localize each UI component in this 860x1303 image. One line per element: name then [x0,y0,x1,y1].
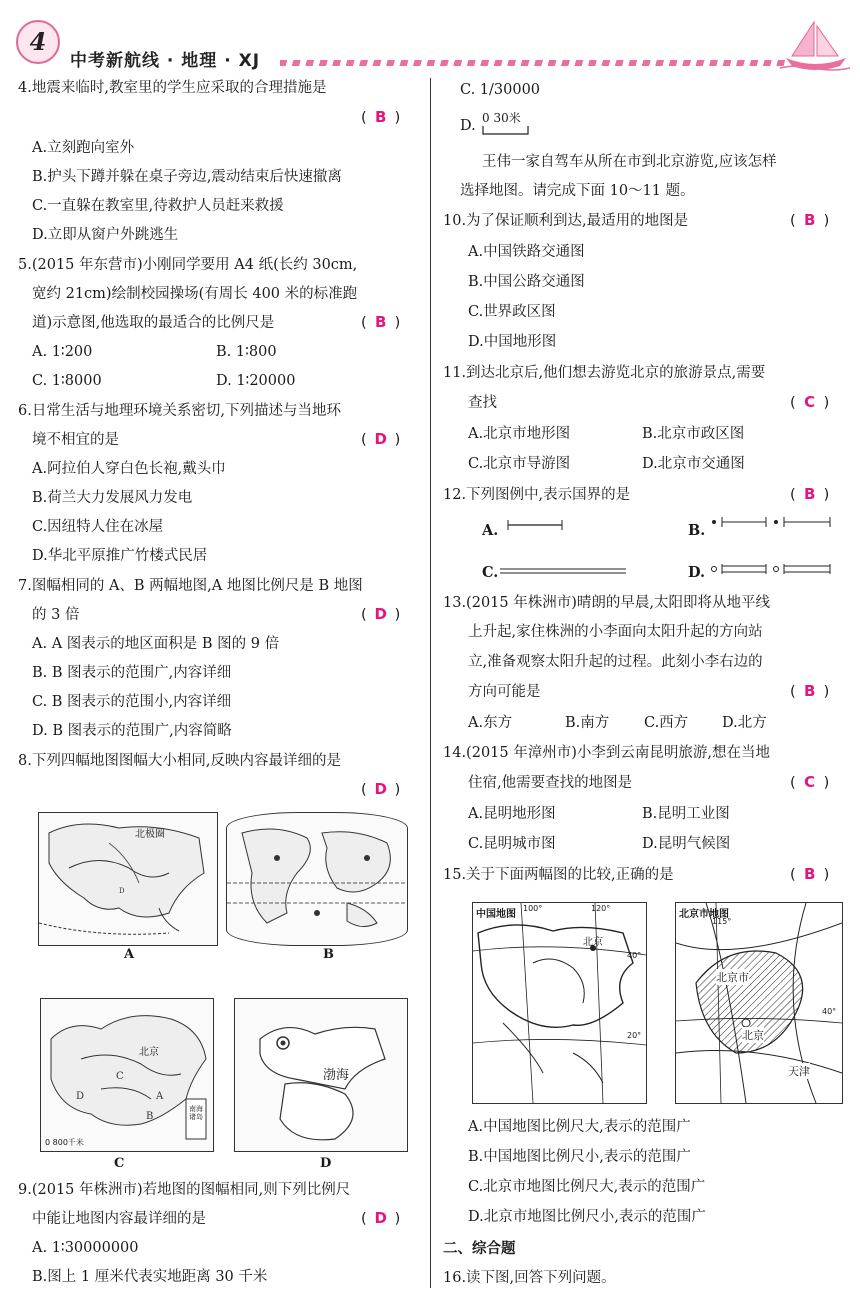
q14-line1: 14.(2015 年漳州市)小李到云南昆明旅游,想在当地 [443,745,770,761]
q13-answer: ( B ) [790,682,830,700]
q9-option-a: A. 1∶30000000 [32,1240,139,1256]
beijing-map-tianjin: 天津 [788,1065,810,1078]
q7-line1: 7.图幅相同的 A、B 两幅地图,A 地图比例尺是 B 地图 [18,578,363,594]
china-map-title: 中国地图 [476,909,516,920]
china-map-lon2: 120° [591,904,611,913]
svg-text:D: D [119,887,125,895]
q13-line4: 方向可能是 [468,684,541,700]
svg-text:B: B [146,1111,154,1122]
map-a [38,812,218,946]
china-map-beijing: 北京 [583,937,603,948]
beijing-map-title: 北京市地图 [679,909,729,920]
q10-option-b: B.中国公路交通图 [468,274,585,290]
q7-option-d: D. B 图表示的范围广,内容简略 [32,723,232,739]
q12-answer: ( B ) [790,485,830,503]
map-c [40,998,214,1152]
q15-stem: 15.关于下面两幅图的比较,正确的是 [443,867,674,883]
q5-line2: 宽约 21cm)绘制校园操场(有周长 400 米的标准跑 [32,286,358,302]
q6-answer: ( D ) [361,430,401,448]
beijing-map-city: 北京市 [716,971,749,984]
q11-option-b: B.北京市政区图 [642,426,745,442]
svg-text:C: C [116,1071,124,1082]
q4-option-d: D.立即从窗户外跳逃生 [32,227,179,243]
q4-option-a: A.立刻跑向室外 [32,140,135,156]
q4-option-b: B.护头下蹲并躲在桌子旁边,震动结束后快速撤离 [32,169,342,185]
q9-option-d-scale: 0 30米 [482,111,521,125]
q6-option-a: A.阿拉伯人穿白色长袍,戴头巾 [32,461,226,477]
q5-option-b: B. 1∶800 [216,344,277,360]
map-d-bohai: 渤海 [323,1068,350,1083]
q9-option-b: B.图上 1 厘米代表实地距离 30 千米 [32,1269,268,1285]
q11-option-d: D.北京市交通图 [642,456,745,472]
page-header [0,0,860,72]
q10-stem: 10.为了保证顺利到达,最适用的地图是 [443,213,689,229]
map-c-scale: 0 800千米 [45,1138,84,1147]
q7-option-b: B. B 图表示的范围广,内容详细 [32,665,232,681]
q6-option-c: C.因纽特人住在冰屋 [32,519,164,535]
beijing-map-lat: 40° [822,1007,837,1016]
q6-line2: 境不相宜的是 [32,432,119,448]
q9-line1: 9.(2015 年株洲市)若地图的图幅相同,则下列比例尺 [18,1182,351,1198]
china-map-lon1: 100° [523,904,543,913]
svg-text:D: D [76,1091,85,1102]
q12-option-a: A. [482,522,499,539]
q13-option-d: D.北方 [722,715,767,731]
q8-stem: 8.下列四幅地图图幅大小相同,反映内容最详细的是 [18,753,341,769]
q12-legend-b [710,514,834,530]
q13-line3: 立,准备观察太阳升起的过程。此刻小李右边的 [468,654,763,670]
q11-option-c: C.北京市导游图 [468,456,571,472]
q12-legend-d [710,562,834,576]
column-divider [430,78,431,1288]
q11-answer: ( C ) [790,393,830,411]
china-map-lat1: 40° [627,951,642,960]
q5-answer: ( B ) [361,313,401,331]
q11-line2: 查找 [468,395,497,411]
q10-answer: ( B ) [790,211,830,229]
q5-line1: 5.(2015 年东营市)小刚同学要用 A4 纸(长约 30cm, [18,257,358,273]
q15-option-b: B.中国地图比例尺小,表示的范围广 [468,1149,691,1165]
q4-stem: 4.地震来临时,教室里的学生应采取的合理措施是 [18,80,327,96]
q5-option-d: D. 1∶20000 [216,373,296,389]
beijing-map-center: 北京 [742,1029,764,1042]
q7-option-a: A. A 图表示的地区面积是 B 图的 9 倍 [32,636,280,652]
q12-option-b: B. [688,522,706,539]
map-c-beijing: 北京 [139,1047,159,1058]
q10-option-c: C.世界政区图 [468,304,556,320]
q9-option-d: D. [460,118,476,134]
q13-line1: 13.(2015 年株洲市)晴朗的早晨,太阳即将从地平线 [443,595,770,611]
q14-line2: 住宿,他需要查找的地图是 [468,775,633,791]
q8-answer: ( D ) [361,780,401,798]
q15-option-d: D.北京市地图比例尺小,表示的范围广 [468,1209,706,1225]
q13-line2: 上升起,家住株洲的小李面向太阳升起的方向站 [468,624,763,640]
q7-answer: ( D ) [361,605,401,623]
q9-option-c: C. 1/30000 [460,82,541,98]
q12-stem: 12.下列图例中,表示国界的是 [443,487,631,503]
q12-legend-c [500,566,628,576]
beijing-map-lon: 115° [712,917,732,926]
q13-option-a: A.东方 [468,715,513,731]
q15-option-c: C.北京市地图比例尺大,表示的范围广 [468,1179,706,1195]
q4-option-c: C.一直躲在教室里,待救护人员赶来救援 [32,198,284,214]
map-c-inset: 南海诸岛 [189,1105,203,1121]
q7-line2: 的 3 倍 [32,607,80,623]
q15-option-a: A.中国地图比例尺大,表示的范围广 [468,1119,691,1135]
q6-line1: 6.日常生活与地理环境关系密切,下列描述与当地环 [18,403,341,419]
page-number: 4 [16,20,60,64]
q9-line2: 中能让地图内容最详细的是 [32,1211,206,1227]
q12-option-d: D. [688,564,706,581]
q14-option-c: C.昆明城市图 [468,836,556,852]
q10-option-d: D.中国地形图 [468,334,557,350]
beijing-map [675,902,843,1104]
q14-answer: ( C ) [790,773,830,791]
q10-option-a: A.中国铁路交通图 [468,244,585,260]
map-a-label: A [124,947,135,962]
section-heading: 二、综合题 [443,1240,516,1257]
map-a-arctic: 北极圈 [135,829,165,840]
q13-option-b: B.南方 [565,715,610,731]
q12-legend-a [506,518,566,532]
map-c-label: C [114,1156,125,1171]
map-d [234,998,408,1152]
q5-option-c: C. 1∶8000 [32,373,102,389]
intro-line2: 选择地图。请完成下面 10～11 题。 [460,183,695,199]
sailboat-icon [780,18,850,72]
q15-answer: ( B ) [790,865,830,883]
map-b-label: B [323,947,334,962]
q16-stem: 16.读下图,回答下列问题。 [443,1270,616,1286]
q7-option-c: C. B 图表示的范围小,内容详细 [32,694,232,710]
q5-line3: 道)示意图,他选取的最适合的比例尺是 [32,315,275,331]
q4-answer: ( B ) [361,108,401,126]
china-map [472,902,647,1104]
q9-answer: ( D ) [361,1209,401,1227]
q12-option-c: C. [482,564,499,581]
svg-text:A: A [156,1091,164,1102]
header-dash-decoration [280,60,785,66]
q11-option-a: A.北京市地形图 [468,426,571,442]
china-map-lat2: 20° [627,1031,642,1040]
q11-line1: 11.到达北京后,他们想去游览北京的旅游景点,需要 [443,365,766,381]
q13-option-c: C.西方 [644,715,689,731]
map-d-label: D [320,1156,332,1171]
q14-option-d: D.昆明气候图 [642,836,731,852]
intro-line1: 王伟一家自驾车从所在市到北京游览,应该怎样 [482,154,777,170]
q14-option-a: A.昆明地形图 [468,806,556,822]
q6-option-d: D.华北平原推广竹楼式民居 [32,548,208,564]
q9-scale-bar [482,126,530,136]
series-title: 中考新航线 · 地理 · XJ [70,51,261,71]
q5-option-a: A. 1∶200 [32,344,93,360]
q14-option-b: B.昆明工业图 [642,806,730,822]
map-b [226,812,408,946]
q6-option-b: B.荷兰大力发展风力发电 [32,490,193,506]
